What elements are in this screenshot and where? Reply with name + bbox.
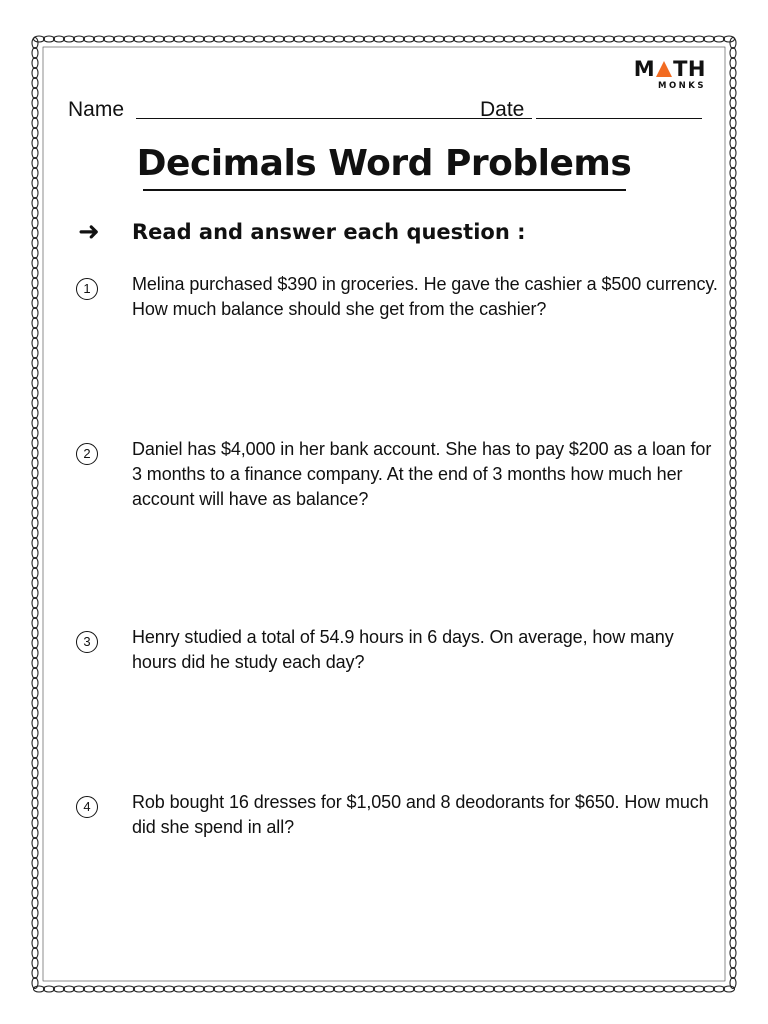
name-date-row: [68, 98, 704, 126]
question-text: Henry studied a total of 54.9 hours in 6 days. On average, how many hours did he study each day?: [132, 627, 674, 672]
logo-subtext: MONKS: [657, 81, 706, 91]
question-number-badge: 2: [76, 443, 98, 465]
date-field[interactable]: [536, 118, 702, 119]
name-field[interactable]: [136, 118, 532, 119]
question-text: Rob bought 16 dresses for $1,050 and 8 deodorants for $650. How much did she spend in all?: [132, 792, 709, 837]
question-number-badge: 1: [76, 278, 98, 300]
question-number-badge: 4: [76, 796, 98, 818]
title-underline: [143, 189, 626, 191]
math-monks-logo: [634, 58, 706, 91]
question-text: Daniel has $4,000 in her bank account. She has to pay $200 as a loan for 3 months to a finance company. At the end of 3 months how much her account will have as balance?: [132, 439, 712, 509]
question-text: Melina purchased $390 in groceries. He gave the cashier a $500 currency. How much balance should she get from the cashier?: [132, 274, 718, 319]
instruction-text: Read and answer each question :: [132, 220, 526, 244]
logo-text-left: M: [633, 57, 656, 81]
name-label: Name: [68, 98, 125, 121]
right-arrow-icon: ➜: [78, 217, 100, 247]
page-title: Decimals Word Problems: [136, 143, 632, 184]
logo-triangle-icon: [656, 61, 672, 77]
question-number-badge: 3: [76, 631, 98, 653]
date-label: Date: [480, 98, 525, 121]
logo-text-right: TH: [673, 57, 706, 81]
logo-wordmark: [634, 58, 706, 80]
instruction: [78, 217, 526, 247]
